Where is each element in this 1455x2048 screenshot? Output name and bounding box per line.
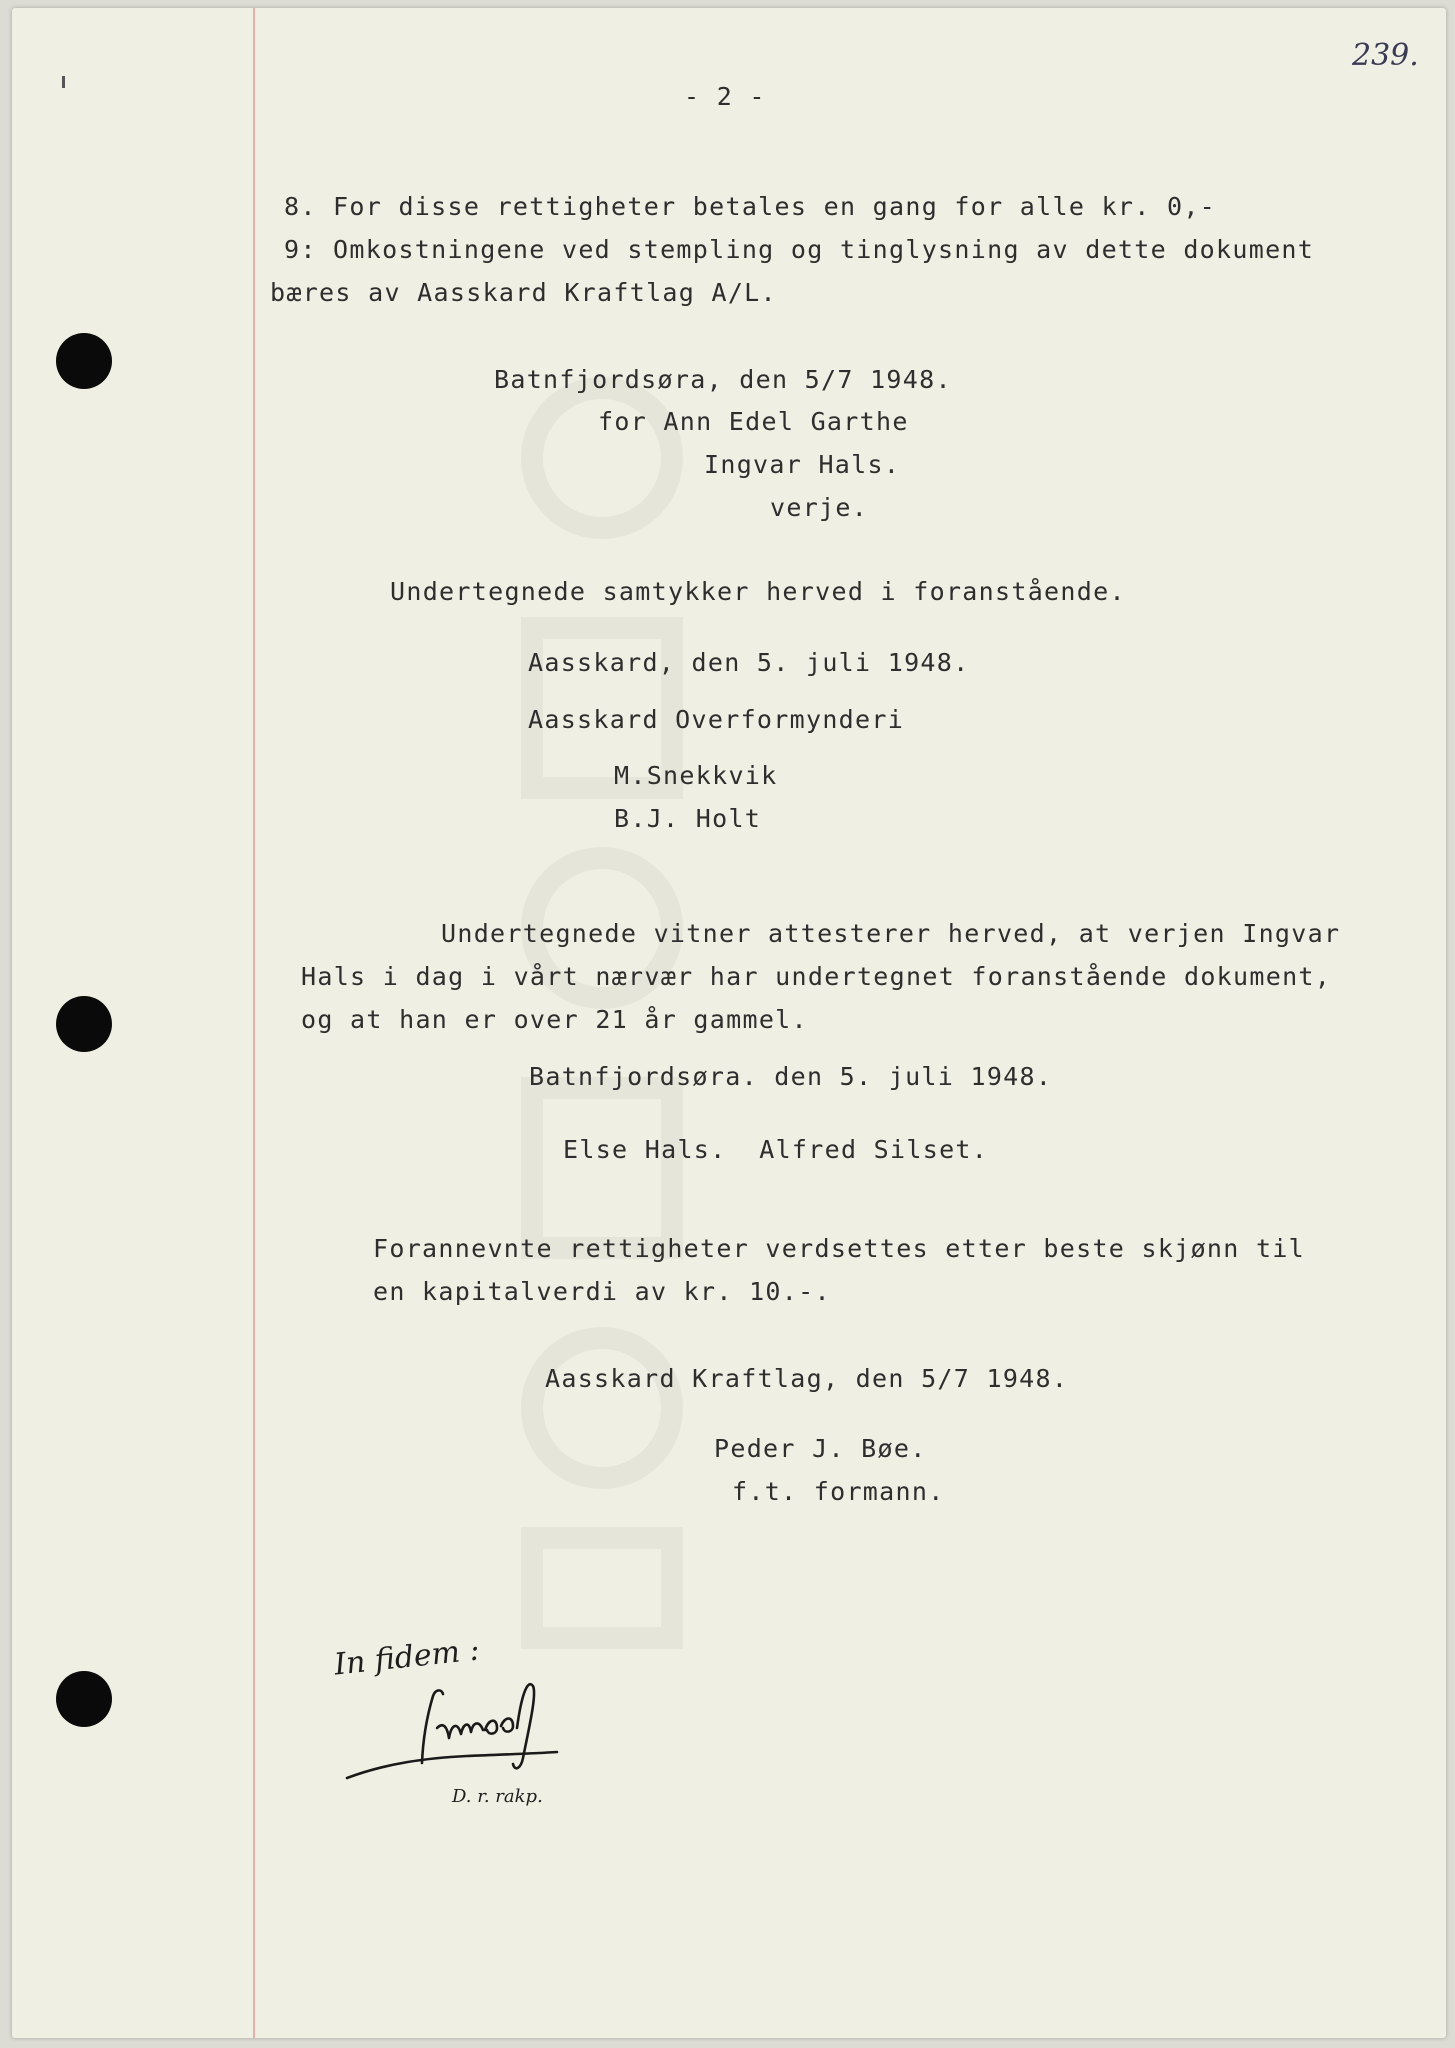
margin-mark <box>62 76 65 88</box>
valuation-2: en kapitalverdi av kr. 10.-. <box>373 1277 831 1306</box>
witness-names: Else Hals. Alfred Silset. <box>563 1135 989 1164</box>
punch-hole-bottom <box>56 1671 112 1727</box>
folio-number: 239. <box>1352 38 1419 73</box>
consent-statement: Undertegnede samtykker herved i foranstående. <box>390 577 1126 606</box>
place-date-4: Aasskard Kraftlag, den 5/7 1948. <box>545 1364 1069 1393</box>
place-date-2: Aasskard, den 5. juli 1948. <box>528 648 970 677</box>
authority-name: Aasskard Overformynderi <box>528 705 905 734</box>
place-date-1: Batnfjordsøra, den 5/7 1948. <box>494 365 952 394</box>
place-date-3: Batnfjordsøra. den 5. juli 1948. <box>529 1062 1053 1091</box>
witness-statement-2: Hals i dag i vårt nærvær har undertegnet foranstående dokument, <box>301 962 1332 991</box>
punch-hole-middle <box>56 996 112 1052</box>
handwritten-title: D. r. rakp. <box>452 1786 543 1807</box>
signatory-2: M.Snekkvik <box>614 761 778 790</box>
signatory-1: Ingvar Hals. <box>704 450 901 479</box>
margin-line <box>253 8 255 2038</box>
clause-8: 8. For disse rettigheter betales en gang for alle kr. 0,- <box>284 192 1217 221</box>
clause-9: 9: Omkostningene ved stempling og tinglysning av dette dokument <box>284 235 1315 264</box>
witness-statement-1: Undertegnede vitner attesterer herved, at verjen Ingvar <box>441 919 1341 948</box>
witness-statement-3: og at han er over 21 år gammel. <box>301 1005 808 1034</box>
signatory-4-role: f.t. formann. <box>732 1477 945 1506</box>
punch-hole-top <box>56 333 112 389</box>
for-line: for Ann Edel Garthe <box>598 407 909 436</box>
signatory-1-role: verje. <box>770 493 869 522</box>
page-heading: - 2 - <box>684 82 766 111</box>
valuation-1: Forannevnte rettigheter verdsettes etter beste skjønn til <box>373 1234 1306 1263</box>
handwritten-note: In fidem : <box>332 1632 482 1683</box>
document-page <box>12 8 1446 2038</box>
signatory-4: Peder J. Bøe. <box>714 1434 927 1463</box>
clause-9-continued: bæres av Aasskard Kraftlag A/L. <box>270 278 777 307</box>
signatory-3: B.J. Holt <box>614 804 762 833</box>
